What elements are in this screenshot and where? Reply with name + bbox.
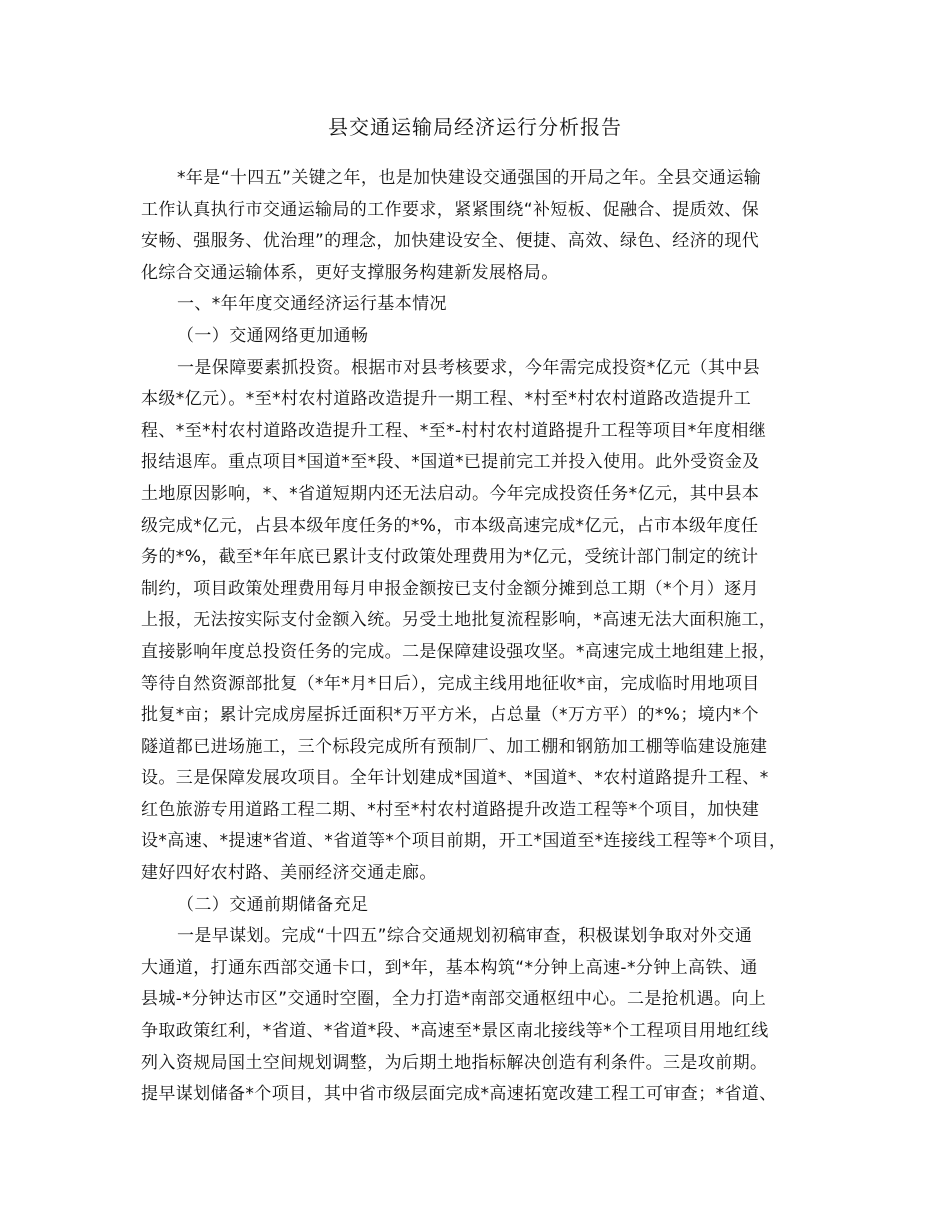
paragraph-line: 建好四好农村路、美丽经济交通走廊。 <box>141 863 437 884</box>
paragraph-line: 上报，无法按实际支付金额入统。另受土地批复流程影响，*高速无法大面积施工， <box>141 610 777 631</box>
paragraph-line: 安畅、强服务、优治理”的理念，加快建设安全、便捷、高效、绿色、经济的现代 <box>141 231 760 252</box>
paragraph-line: 列入资规局国土空间规划调整，为后期土地指标解决创造有利条件。三是攻前期。 <box>141 1052 768 1073</box>
paragraph-line: 级完成*亿元，占县本级年度任务的*%，市本级高速完成*亿元，占市本级年度任 <box>141 515 759 536</box>
paragraph-line: 直接影响年度总投资任务的完成。二是保障建设强攻坚。*高速完成土地组建上报， <box>141 641 777 662</box>
paragraph-line: （一）交通网络更加通畅 <box>177 325 369 346</box>
paragraph-line: 报结退库。重点项目*国道*至*段、*国道*已提前完工并投入使用。此外受资金及 <box>141 452 760 473</box>
paragraph-line: 化综合交通运输体系，更好支撑服务构建新发展格局。 <box>141 262 559 283</box>
paragraph-line: *年是“十四五”关键之年，也是加快建设交通强国的开局之年。全县交通运输 <box>177 168 762 188</box>
paragraph-line: （二）交通前期储备充足 <box>177 894 369 915</box>
document-title: 县交通运输局经济运行分析报告 <box>328 115 622 139</box>
paragraph-line: 红色旅游专用道路工程二期、*村至*村农村道路提升改造工程等*个项目，加快建 <box>141 799 760 820</box>
paragraph-line: 提早谋划储备*个项目，其中省市级层面完成*高速拓宽改建工程工可审查；*省道、 <box>141 1084 777 1105</box>
document-body <box>141 163 831 1111</box>
paragraph-line: 设*高速、*提速*省道、*省道等*个项目前期，开工*国道至*连接线工程等*个项目， <box>141 831 787 852</box>
paragraph-line: 设。三是保障发展攻项目。全年计划建成*国道*、*国道*、*农村道路提升工程、* <box>141 768 769 789</box>
paragraph-line: 程、*至*村农村道路改造提升工程、*至*-村村农村道路提升工程等项目*年度相继 <box>141 420 767 441</box>
paragraph-line: 一是早谋划。完成“十四五”综合交通规划初稿审查，积极谋划争取对外交通 <box>177 926 753 947</box>
paragraph-line: 大通道，打通东西部交通卡口，到*年，基本构筑“*分钟上高速-*分钟上高铁、通 <box>141 957 758 978</box>
paragraph-line: 本级*亿元）。*至*村农村道路改造提升一期工程、*村至*村农村道路改造提升工 <box>141 389 752 410</box>
paragraph-line: 争取政策红利，*省道、*省道*段、*高速至*景区南北接线等*个工程项目用地红线 <box>141 1021 769 1042</box>
paragraph-line: 务的*%，截至*年年底已累计支付政策处理费用为*亿元，受统计部门制定的统计 <box>141 547 759 568</box>
paragraph-line: 等待自然资源部批复（*年*月*日后），完成主线用地征收*亩，完成临时用地项目 <box>141 673 760 694</box>
paragraph-line: 工作认真执行市交通运输局的工作要求，紧紧围绕“补短板、促融合、提质效、保 <box>141 199 760 220</box>
paragraph-line: 制约，项目政策处理费用每月申报金额按已支付金额分摊到总工期（*个月）逐月 <box>141 578 759 599</box>
paragraph-line: 县城-*分钟达市区”交通时空圈，全力打造*南部交通枢纽中心。二是抢机遇。向上 <box>141 989 767 1010</box>
paragraph-line: 土地原因影响，*、*省道短期内还无法启动。今年完成投资任务*亿元，其中县本 <box>141 483 760 504</box>
paragraph-line: 隧道都已进场施工，三个标段完成所有预制厂、加工棚和钢筋加工棚等临建设施建 <box>141 736 768 757</box>
paragraph-line: 批复*亩；累计完成房屋拆迁面积*万平方米，占总量（*万方平）的*%；境内*个 <box>141 705 759 726</box>
paragraph-line: 一是保障要素抓投资。根据市对县考核要求，今年需完成投资*亿元（其中县 <box>177 357 761 378</box>
paragraph-line: 一、*年年度交通经济运行基本情况 <box>177 294 447 315</box>
